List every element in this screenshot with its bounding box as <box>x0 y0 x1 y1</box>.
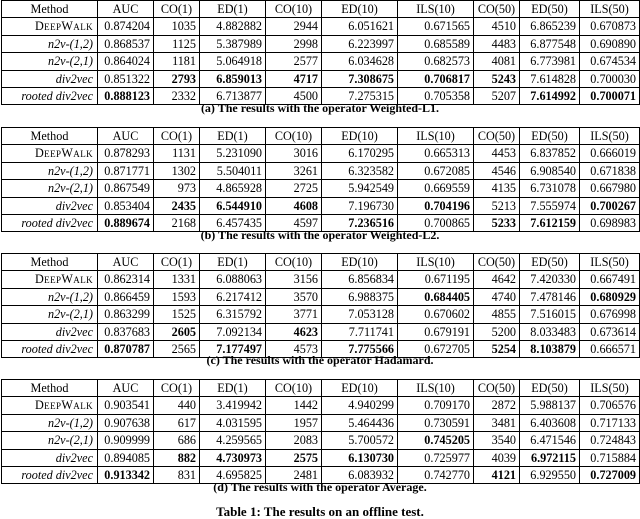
column-header: ILS(50) <box>580 254 640 271</box>
value-cell: 4121 <box>474 467 520 484</box>
value-cell: 1442 <box>266 397 322 414</box>
method-name-cell: n2v-(2,1) <box>2 432 98 449</box>
value-cell: 5.700572 <box>322 432 398 449</box>
table-row <box>2 271 640 288</box>
value-cell: 6.471546 <box>520 432 580 449</box>
value-cell: 1593 <box>154 288 200 305</box>
caption-weighted-l2: (b) The results with the operator Weighted-L2. <box>200 228 440 242</box>
value-cell: 0.871771 <box>98 162 154 179</box>
value-cell: 0.706817 <box>398 70 474 87</box>
value-cell: 0.864024 <box>98 53 154 70</box>
results-table-weighted-l1 <box>1 0 640 105</box>
value-cell: 0.903541 <box>98 397 154 414</box>
column-header: AUC <box>98 128 154 145</box>
value-cell: 4608 <box>266 197 322 214</box>
value-cell: 440 <box>154 397 200 414</box>
value-cell: 0.909999 <box>98 432 154 449</box>
value-cell: 6.908540 <box>520 162 580 179</box>
value-cell: 0.674534 <box>580 53 640 70</box>
value-cell: 2998 <box>266 35 322 52</box>
value-cell: 0.704196 <box>398 197 474 214</box>
value-cell: 4.940299 <box>322 397 398 414</box>
value-cell: 0.837683 <box>98 323 154 340</box>
column-header: ED(50) <box>520 1 580 18</box>
value-cell: 4573 <box>266 341 322 358</box>
value-cell: 6.170295 <box>322 145 398 162</box>
value-cell: 0.878293 <box>98 145 154 162</box>
value-cell: 6.403608 <box>520 414 580 431</box>
main-table-caption: Table 1: The results on an offline test. <box>216 504 424 519</box>
value-cell: 6.713877 <box>200 88 266 105</box>
value-cell: 5254 <box>474 341 520 358</box>
method-name-cell: n2v-(2,1) <box>2 53 98 70</box>
value-cell: 6.083932 <box>322 467 398 484</box>
value-cell: 6.856834 <box>322 271 398 288</box>
value-cell: 0.700267 <box>580 197 640 214</box>
value-cell: 6.865239 <box>520 18 580 35</box>
value-cell: 3261 <box>266 162 322 179</box>
value-cell: 0.705358 <box>398 88 474 105</box>
column-header: ILS(50) <box>580 1 640 18</box>
table-a-block <box>1 0 639 105</box>
column-header: CO(10) <box>266 380 322 397</box>
value-cell: 2575 <box>266 449 322 466</box>
value-cell: 4597 <box>266 215 322 232</box>
value-cell: 0.666571 <box>580 341 640 358</box>
header-row <box>2 254 640 271</box>
value-cell: 6.051621 <box>322 18 398 35</box>
value-cell: 6.877548 <box>520 35 580 52</box>
table-row <box>2 449 640 466</box>
value-cell: 0.685589 <box>398 35 474 52</box>
value-cell: 686 <box>154 432 200 449</box>
method-name-cell: n2v-(1,2) <box>2 162 98 179</box>
value-cell: 0.907638 <box>98 414 154 431</box>
method-name-cell: n2v-(1,2) <box>2 35 98 52</box>
value-cell: 0.673614 <box>580 323 640 340</box>
value-cell: 4.865928 <box>200 180 266 197</box>
value-cell: 0.913342 <box>98 467 154 484</box>
table-row <box>2 145 640 162</box>
method-name-cell: n2v-(2,1) <box>2 306 98 323</box>
value-cell: 2168 <box>154 215 200 232</box>
column-header: ILS(10) <box>398 1 474 18</box>
column-header: CO(50) <box>474 380 520 397</box>
value-cell: 0.700030 <box>580 70 640 87</box>
value-cell: 2332 <box>154 88 200 105</box>
value-cell: 4.259565 <box>200 432 266 449</box>
value-cell: 7.516015 <box>520 306 580 323</box>
value-cell: 2872 <box>474 397 520 414</box>
column-header: CO(50) <box>474 128 520 145</box>
value-cell: 0.730591 <box>398 414 474 431</box>
value-cell: 3156 <box>266 271 322 288</box>
value-cell: 2435 <box>154 197 200 214</box>
value-cell: 0.700865 <box>398 215 474 232</box>
method-name-cell: DeepWalk <box>2 18 98 35</box>
table-row <box>2 397 640 414</box>
method-name-cell: div2vec <box>2 323 98 340</box>
value-cell: 7.308675 <box>322 70 398 87</box>
method-name-cell: rooted div2vec <box>2 215 98 232</box>
value-cell: 6.315792 <box>200 306 266 323</box>
column-header: ED(50) <box>520 254 580 271</box>
value-cell: 8.033483 <box>520 323 580 340</box>
column-header: ED(1) <box>200 254 266 271</box>
column-header: ED(10) <box>322 380 398 397</box>
value-cell: 1131 <box>154 145 200 162</box>
value-cell: 5.504011 <box>200 162 266 179</box>
value-cell: 0.671565 <box>398 18 474 35</box>
value-cell: 4623 <box>266 323 322 340</box>
value-cell: 7.614992 <box>520 88 580 105</box>
value-cell: 0.853404 <box>98 197 154 214</box>
value-cell: 2083 <box>266 432 322 449</box>
value-cell: 0.894085 <box>98 449 154 466</box>
value-cell: 1957 <box>266 414 322 431</box>
value-cell: 0.672085 <box>398 162 474 179</box>
column-header: ED(1) <box>200 128 266 145</box>
value-cell: 4453 <box>474 145 520 162</box>
value-cell: 0.666019 <box>580 145 640 162</box>
value-cell: 2725 <box>266 180 322 197</box>
value-cell: 0.679191 <box>398 323 474 340</box>
value-cell: 6.837852 <box>520 145 580 162</box>
table-row <box>2 162 640 179</box>
value-cell: 7.420330 <box>520 271 580 288</box>
table-row <box>2 414 640 431</box>
value-cell: 6.988375 <box>322 288 398 305</box>
value-cell: 0.709170 <box>398 397 474 414</box>
table-d-block <box>1 379 639 484</box>
value-cell: 6.972115 <box>520 449 580 466</box>
value-cell: 6.731078 <box>520 180 580 197</box>
column-header: CO(1) <box>154 128 200 145</box>
value-cell: 4855 <box>474 306 520 323</box>
value-cell: 2481 <box>266 467 322 484</box>
value-cell: 4510 <box>474 18 520 35</box>
column-header: ED(10) <box>322 254 398 271</box>
column-header: ED(50) <box>520 128 580 145</box>
value-cell: 5243 <box>474 70 520 87</box>
value-cell: 7.612159 <box>520 215 580 232</box>
method-name-cell: n2v-(1,2) <box>2 414 98 431</box>
column-header: ILS(50) <box>580 128 640 145</box>
value-cell: 3016 <box>266 145 322 162</box>
column-header: CO(1) <box>154 380 200 397</box>
value-cell: 4642 <box>474 271 520 288</box>
value-cell: 973 <box>154 180 200 197</box>
value-cell: 5.387989 <box>200 35 266 52</box>
method-name-cell: rooted div2vec <box>2 467 98 484</box>
value-cell: 6.217412 <box>200 288 266 305</box>
table-row <box>2 323 640 340</box>
table-row <box>2 70 640 87</box>
value-cell: 5.988137 <box>520 397 580 414</box>
value-cell: 4740 <box>474 288 520 305</box>
method-name-cell: DeepWalk <box>2 271 98 288</box>
value-cell: 4039 <box>474 449 520 466</box>
value-cell: 7.775566 <box>322 341 398 358</box>
value-cell: 0.888123 <box>98 88 154 105</box>
value-cell: 0.684405 <box>398 288 474 305</box>
column-header: ED(10) <box>322 128 398 145</box>
column-header: ED(1) <box>200 1 266 18</box>
value-cell: 4.730973 <box>200 449 266 466</box>
value-cell: 1035 <box>154 18 200 35</box>
value-cell: 0.874204 <box>98 18 154 35</box>
value-cell: 0.745205 <box>398 432 474 449</box>
column-header: CO(10) <box>266 128 322 145</box>
header-row <box>2 1 640 18</box>
value-cell: 2605 <box>154 323 200 340</box>
value-cell: 0.665313 <box>398 145 474 162</box>
value-cell: 0.724843 <box>580 432 640 449</box>
value-cell: 7.275315 <box>322 88 398 105</box>
value-cell: 0.863299 <box>98 306 154 323</box>
value-cell: 4135 <box>474 180 520 197</box>
value-cell: 7.092134 <box>200 323 266 340</box>
method-name-cell: rooted div2vec <box>2 341 98 358</box>
value-cell: 4.031595 <box>200 414 266 431</box>
value-cell: 0.715884 <box>580 449 640 466</box>
column-header: Method <box>2 1 98 18</box>
value-cell: 3481 <box>474 414 520 431</box>
value-cell: 3.419942 <box>200 397 266 414</box>
value-cell: 2793 <box>154 70 200 87</box>
value-cell: 5.464436 <box>322 414 398 431</box>
value-cell: 5213 <box>474 197 520 214</box>
method-name-cell: DeepWalk <box>2 397 98 414</box>
value-cell: 0.669559 <box>398 180 474 197</box>
value-cell: 0.671195 <box>398 271 474 288</box>
value-cell: 0.862314 <box>98 271 154 288</box>
column-header: Method <box>2 254 98 271</box>
table-b-block <box>1 127 639 232</box>
table-row <box>2 53 640 70</box>
value-cell: 4.882882 <box>200 18 266 35</box>
value-cell: 0.866459 <box>98 288 154 305</box>
method-name-cell: div2vec <box>2 70 98 87</box>
column-header: ED(10) <box>322 1 398 18</box>
value-cell: 617 <box>154 414 200 431</box>
value-cell: 1525 <box>154 306 200 323</box>
value-cell: 0.851322 <box>98 70 154 87</box>
column-header: ILS(10) <box>398 254 474 271</box>
value-cell: 5.064918 <box>200 53 266 70</box>
value-cell: 0.672705 <box>398 341 474 358</box>
value-cell: 7.555974 <box>520 197 580 214</box>
value-cell: 3771 <box>266 306 322 323</box>
value-cell: 6.088063 <box>200 271 266 288</box>
column-header: CO(50) <box>474 254 520 271</box>
column-header: AUC <box>98 1 154 18</box>
value-cell: 1331 <box>154 271 200 288</box>
value-cell: 1125 <box>154 35 200 52</box>
value-cell: 0.742770 <box>398 467 474 484</box>
value-cell: 831 <box>154 467 200 484</box>
column-header: AUC <box>98 254 154 271</box>
value-cell: 7.614828 <box>520 70 580 87</box>
method-name-cell: div2vec <box>2 197 98 214</box>
method-name-cell: rooted div2vec <box>2 88 98 105</box>
value-cell: 6.034628 <box>322 53 398 70</box>
column-header: ED(1) <box>200 380 266 397</box>
value-cell: 4.695825 <box>200 467 266 484</box>
value-cell: 0.680929 <box>580 288 640 305</box>
column-header: ILS(10) <box>398 128 474 145</box>
value-cell: 0.867549 <box>98 180 154 197</box>
table-row <box>2 288 640 305</box>
caption-hadamard: (c) The results with the operator Hadamard. <box>206 353 434 367</box>
results-table-average <box>1 379 640 484</box>
value-cell: 2944 <box>266 18 322 35</box>
value-cell: 7.196730 <box>322 197 398 214</box>
value-cell: 6.457435 <box>200 215 266 232</box>
method-name-cell: DeepWalk <box>2 145 98 162</box>
header-row <box>2 380 640 397</box>
value-cell: 0.667980 <box>580 180 640 197</box>
value-cell: 0.725977 <box>398 449 474 466</box>
value-cell: 6.323582 <box>322 162 398 179</box>
value-cell: 7.236516 <box>322 215 398 232</box>
table-row <box>2 432 640 449</box>
value-cell: 7.053128 <box>322 306 398 323</box>
value-cell: 7.478146 <box>520 288 580 305</box>
value-cell: 0.706576 <box>580 397 640 414</box>
column-header: ED(50) <box>520 380 580 397</box>
column-header: AUC <box>98 380 154 397</box>
method-name-cell: div2vec <box>2 449 98 466</box>
value-cell: 0.870787 <box>98 341 154 358</box>
table-c-block <box>1 253 639 358</box>
column-header: CO(50) <box>474 1 520 18</box>
value-cell: 4081 <box>474 53 520 70</box>
value-cell: 0.667491 <box>580 271 640 288</box>
column-header: CO(10) <box>266 1 322 18</box>
value-cell: 2565 <box>154 341 200 358</box>
value-cell: 6.130730 <box>322 449 398 466</box>
value-cell: 7.711741 <box>322 323 398 340</box>
value-cell: 6.929550 <box>520 467 580 484</box>
results-table-weighted-l2 <box>1 127 640 232</box>
value-cell: 5207 <box>474 88 520 105</box>
header-row <box>2 128 640 145</box>
value-cell: 5200 <box>474 323 520 340</box>
value-cell: 6.773981 <box>520 53 580 70</box>
value-cell: 3570 <box>266 288 322 305</box>
value-cell: 1181 <box>154 53 200 70</box>
table-row <box>2 35 640 52</box>
results-table-hadamard <box>1 253 640 358</box>
table-row <box>2 18 640 35</box>
value-cell: 3540 <box>474 432 520 449</box>
value-cell: 6.223997 <box>322 35 398 52</box>
value-cell: 0.671838 <box>580 162 640 179</box>
table-row <box>2 306 640 323</box>
value-cell: 8.103879 <box>520 341 580 358</box>
table-row <box>2 197 640 214</box>
column-header: CO(10) <box>266 254 322 271</box>
column-header: ILS(50) <box>580 380 640 397</box>
value-cell: 4500 <box>266 88 322 105</box>
value-cell: 7.177497 <box>200 341 266 358</box>
column-header: CO(1) <box>154 1 200 18</box>
value-cell: 0.700071 <box>580 88 640 105</box>
table-row <box>2 180 640 197</box>
method-name-cell: n2v-(2,1) <box>2 180 98 197</box>
value-cell: 5.231090 <box>200 145 266 162</box>
value-cell: 0.682573 <box>398 53 474 70</box>
caption-average: (d) The results with the operator Average. <box>213 480 427 494</box>
value-cell: 2577 <box>266 53 322 70</box>
value-cell: 5233 <box>474 215 520 232</box>
method-name-cell: n2v-(1,2) <box>2 288 98 305</box>
value-cell: 0.717133 <box>580 414 640 431</box>
value-cell: 0.670873 <box>580 18 640 35</box>
value-cell: 0.676998 <box>580 306 640 323</box>
column-header: ILS(10) <box>398 380 474 397</box>
value-cell: 0.868537 <box>98 35 154 52</box>
value-cell: 1302 <box>154 162 200 179</box>
column-header: Method <box>2 128 98 145</box>
value-cell: 4483 <box>474 35 520 52</box>
value-cell: 6.859013 <box>200 70 266 87</box>
value-cell: 882 <box>154 449 200 466</box>
value-cell: 0.889674 <box>98 215 154 232</box>
value-cell: 0.690890 <box>580 35 640 52</box>
column-header: CO(1) <box>154 254 200 271</box>
value-cell: 5.942549 <box>322 180 398 197</box>
caption-weighted-l1: (a) The results with the operator Weighted-L1. <box>200 101 440 115</box>
column-header: Method <box>2 380 98 397</box>
value-cell: 0.670602 <box>398 306 474 323</box>
value-cell: 4717 <box>266 70 322 87</box>
value-cell: 0.727009 <box>580 467 640 484</box>
value-cell: 6.544910 <box>200 197 266 214</box>
value-cell: 4546 <box>474 162 520 179</box>
value-cell: 0.698983 <box>580 215 640 232</box>
